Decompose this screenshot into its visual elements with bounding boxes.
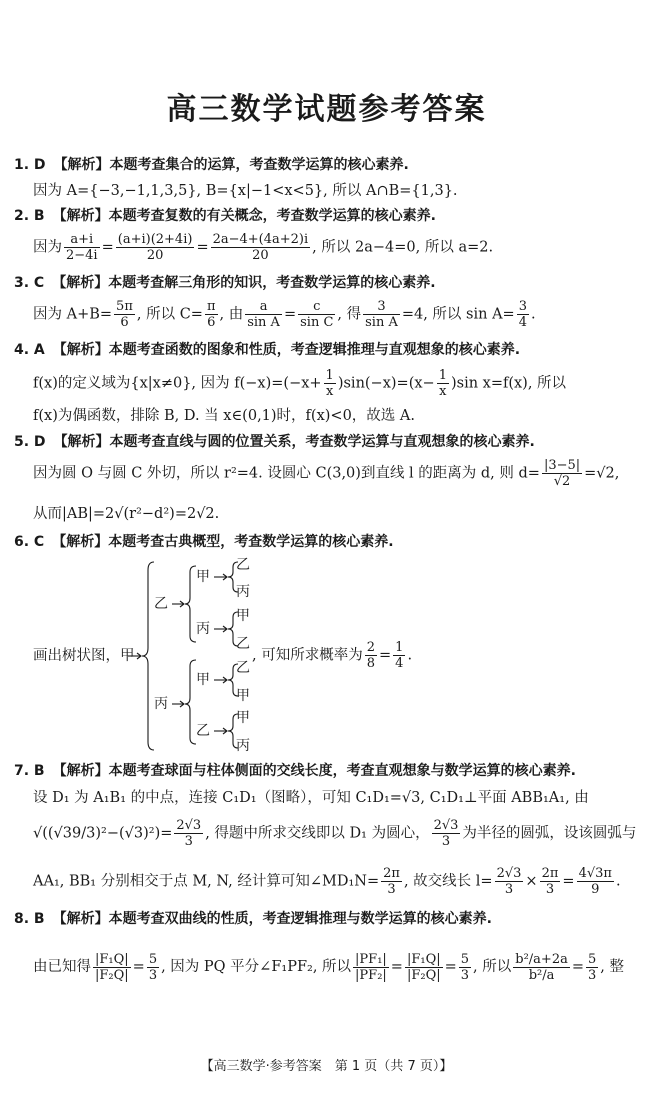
tree-leaf: 甲 <box>236 710 250 726</box>
q3-body: 因为 A+B= $\frac{5\pi}{6}$ , 所以 C= $\frac{\pi}{6}$ , 由 $\frac{a}{\text{sin A}}$ = $\frac{c}{\text{sin C}}$ , 得 $\frac{3}{\text{sin A}}$ =4, 所以 sin A= $\frac{3}{4}$ . <box>33 299 536 330</box>
fraction: $\frac{5}{3}$ <box>460 951 470 983</box>
q7-heading <box>14 761 639 781</box>
fraction: $\frac{2√3}{3}$ <box>496 866 522 897</box>
fraction: $\frac{4√3\pi}{9}$ <box>578 866 612 897</box>
fraction: $\frac{2\pi}{3}$ <box>383 866 400 897</box>
fraction: $\frac{2√3}{3}$ <box>433 818 459 849</box>
tree-node: 乙 <box>196 723 210 739</box>
q2-heading <box>14 206 639 226</box>
q7-body-3: AA₁, BB₁ 分别相交于点 M, N, 经计算可知∠MD₁N= $\frac{2\pi}{3}$ , 故交线长 l= $\frac{2√3}{3}$ × $\frac{2\pi}{3}$ = $\frac{4√3\pi}{9}$ . <box>33 866 621 897</box>
q4-body-2: f(x)为偶函数，排除 B, D. 当 x∈(0,1)时，f(x)<0，故选 A. <box>33 408 415 424</box>
q8-number: 8. B <box>14 911 45 927</box>
fraction: $\frac{\text{b²/a+2a}}{\text{b²/a}}$ <box>515 951 568 983</box>
tree-node: 甲 <box>196 672 210 688</box>
q8-heading <box>14 909 639 929</box>
q2-analysis: 【解析】本题考查复数的有关概念，考查数学运算的核心素养. <box>52 208 436 224</box>
q1-number: 1. D <box>14 157 46 173</box>
fraction: $\frac{c}{\text{sin C}}$ <box>300 299 334 330</box>
q8-body: 由已知得 $\frac{\text{|F₁Q|}}{\text{|F₂Q|}}$ = $\frac{5}{3}$ , 因为 PQ 平分∠F₁PF₂, 所以 $\frac{\text{|PF₁|}}{\text{|PF₂|}}$ = $\frac{\text{|F₁Q|}}{\text{|F₂Q|}}$ = $\frac{5}{3}$ , 所以 $\frac{\text{b²/a+2a}}{\text{b²/a}}$ = $\frac{5}{3}$ , 整 <box>33 951 624 983</box>
q6-body-left: 画出树状图，甲 <box>33 648 135 664</box>
q4-body: f(x)的定义域为{x|x≠0}, 因为 f(−x)=(−x+ $\frac{1}{x}$ )sin(−x)=(x− $\frac{1}{x}$ )sin x=f(x), 所以 <box>33 368 567 399</box>
fraction: $\frac{1}{x}$ <box>325 368 334 399</box>
tree-node: 丙 <box>154 696 168 712</box>
q1-analysis: 【解析】本题考查集合的运算，考查数学运算的核心素养. <box>53 157 409 173</box>
fraction: $\frac{|3-5|}{√2}$ <box>543 458 581 489</box>
fraction: $\frac{3}{4}$ <box>518 299 527 330</box>
q6-analysis: 【解析】本题考查古典概型，考查数学运算的核心素养. <box>52 534 394 550</box>
q5-heading <box>14 432 639 452</box>
fraction: $\frac{5}{3}$ <box>148 951 158 983</box>
tree-node: 乙 <box>154 596 168 612</box>
fraction: $\frac{\text{|F₁Q|}}{\text{|F₂Q|}}$ <box>406 951 441 983</box>
q2-text: 因为 <box>33 239 62 256</box>
q5-analysis: 【解析】本题考查直线与圆的位置关系，考查数学运算与直观想象的核心素养. <box>53 434 535 450</box>
tree-leaf: 甲 <box>236 688 250 704</box>
q5-number: 5. D <box>14 434 46 450</box>
q4-heading <box>14 340 639 360</box>
tree-leaf: 丙 <box>236 738 250 754</box>
fraction: $\frac{1}{4}$ <box>395 640 404 671</box>
page-title: 高三数学试题参考答案 <box>166 92 487 127</box>
q4-number: 4. A <box>14 342 45 358</box>
fraction: $\frac{a}{\text{sin A}}$ <box>247 299 280 330</box>
q7-body-1: 设 D₁ 为 A₁B₁ 的中点，连接 C₁D₁（图略），可知 C₁D₁=√3, C₁D₁⊥平面 ABB₁A₁, 由 <box>33 790 589 806</box>
branch-brace <box>185 660 196 744</box>
tree-node: 丙 <box>196 621 210 637</box>
q3-number: 3. C <box>14 275 45 291</box>
fraction: $\frac{5}{3}$ <box>588 951 597 983</box>
q7-body-2: √((√39/3)²−(√3)²)= $\frac{2√3}{3}$ , 得题中所求交线即以 D₁ 为圆心， $\frac{2√3}{3}$ 为半径的圆弧，设该圆弧与 <box>33 818 637 849</box>
q4-analysis: 【解析】本题考查函数的图象和性质，考查逻辑推理与直观想象的核心素养. <box>52 342 521 358</box>
tree-leaf: 丙 <box>236 584 250 600</box>
q8-analysis: 【解析】本题考查双曲线的性质，考查逻辑推理与数学运算的核心素养. <box>52 911 492 927</box>
tree-node: 甲 <box>196 569 210 585</box>
fraction: $\frac{a+i}{2-4i}$ <box>66 232 98 263</box>
fraction: $\frac{(a+i)(2+4i)}{20}$ <box>117 232 193 263</box>
q1-heading <box>14 155 639 175</box>
fraction: $\frac{3}{\text{sin A}}$ <box>365 299 398 330</box>
q5-body-2: 从而|AB|=2√(r²−d²)=2√2. <box>33 506 220 522</box>
q7-analysis: 【解析】本题考查球面与柱体侧面的交线长度，考查直观想象与数学运算的核心素养. <box>52 763 576 779</box>
q6-body-right: , 可知所求概率为 $\frac{2}{8}$ = $\frac{1}{4}$ . <box>252 640 413 671</box>
q6-number: 6. C <box>14 534 45 550</box>
q3-analysis: 【解析】本题考查解三角形的知识，考查数学运算的核心素养. <box>52 275 436 291</box>
tree-leaf: 乙 <box>236 557 250 573</box>
fraction: $\frac{\pi}{6}$ <box>206 299 216 330</box>
page-footer: 【高三数学·参考答案 第 1 页（共 7 页）】 <box>200 1059 453 1074</box>
q7-number: 7. B <box>14 763 45 779</box>
fraction: $\frac{2a-4+(4a+2)i}{20}$ <box>212 232 309 263</box>
fraction: $\frac{\text{|F₁Q|}}{\text{|F₂Q|}}$ <box>95 951 129 983</box>
fraction: $\frac{2\pi}{3}$ <box>541 866 559 897</box>
fraction: $\frac{5\pi}{6}$ <box>116 299 133 330</box>
q2-text: , 所以 2a−4=0, 所以 a=2. <box>312 239 494 256</box>
fraction: $\frac{2}{8}$ <box>366 640 375 671</box>
fraction: $\frac{2√3}{3}$ <box>176 818 202 849</box>
branch-brace <box>185 566 196 642</box>
q6-heading <box>14 532 639 552</box>
tree-leaf: 乙 <box>236 660 250 676</box>
fraction: $\frac{\text{|PF₁|}}{\text{|PF₂|}}$ <box>355 951 387 983</box>
tree-leaf: 乙 <box>236 636 250 652</box>
q3-heading <box>14 273 639 293</box>
tree-leaf: 甲 <box>236 608 250 624</box>
q2-number: 2. B <box>14 208 45 224</box>
fraction: $\frac{1}{x}$ <box>438 368 447 399</box>
q2-body: 因为 $\frac{a+i}{2-4i}$ = $\frac{(a+i)(2+4i)}{20}$ = $\frac{2a-4+(4a+2)i}{20}$ , 所以 2a−4=0, 所以 a=2. <box>33 232 494 263</box>
q5-body: 因为圆 O 与圆 C 外切，所以 r²=4. 设圆心 C(3,0)到直线 l 的距离为 d, 则 d= $\frac{|3-5|}{√2}$ =√2, <box>33 458 620 489</box>
q1-body: 因为 A={−3,−1,1,3,5}, B={x|−1<x<5}, 所以 A∩B={1,3}. <box>33 183 458 199</box>
